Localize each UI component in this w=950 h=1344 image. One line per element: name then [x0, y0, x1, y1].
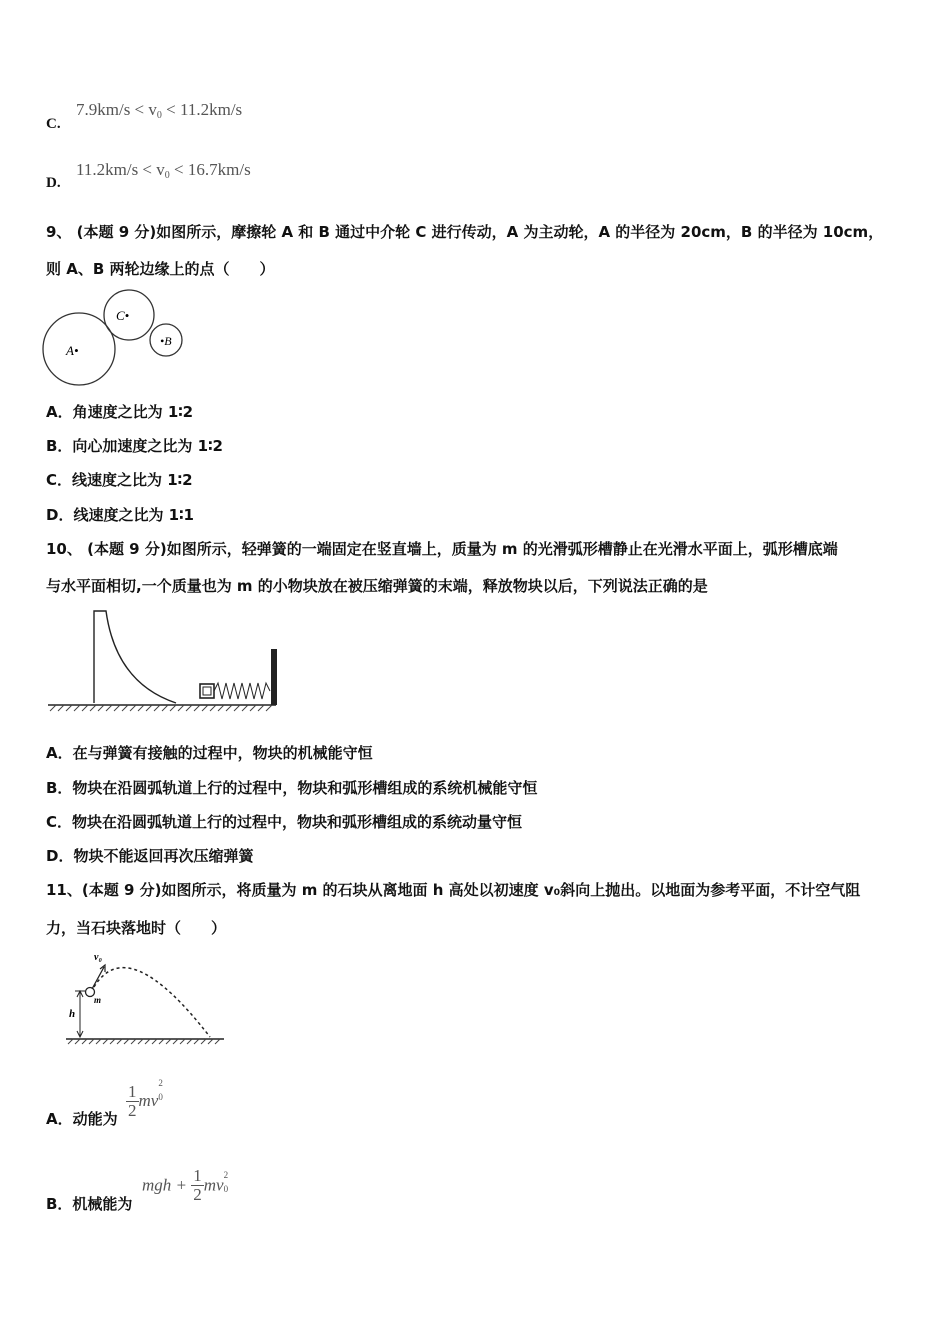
q9-friction-wheels-figure	[40, 285, 190, 390]
q11-option-b	[46, 1165, 306, 1215]
q11-option-a-formula	[126, 1078, 168, 1120]
q8-option-c	[46, 100, 346, 140]
ground-hatch	[50, 705, 272, 711]
q8-c-sub: 0	[156, 110, 162, 121]
q11-b-sub: 0	[223, 1183, 229, 1194]
q11-a-subsup	[158, 1078, 168, 1106]
q8-option-d-formula	[76, 160, 251, 181]
q11-b-head: mgh +	[142, 1175, 192, 1195]
q11-projectile-figure	[58, 945, 233, 1053]
q10-stem-line1: 10、 (本题 9 分)如图所示，轻弹簧的一端固定在竖直墙上，质量为 m 的光滑弧形槽静止在光滑水平面上，弧形槽底端	[46, 540, 838, 558]
wall	[271, 649, 277, 705]
height-label: h	[69, 1008, 76, 1020]
q11-b-num: 1	[193, 1166, 202, 1185]
q8-d-sub: 0	[164, 170, 170, 181]
q10-spring-groove-figure	[44, 605, 289, 720]
q11-option-b-formula	[142, 1167, 234, 1204]
wheel-a-circle	[43, 313, 115, 385]
q8-c-formula-end: < 11.2km/s	[161, 100, 243, 119]
q9-option-d: D．线速度之比为 1∶1	[46, 506, 194, 524]
q9-stem-line2: 则 A、B 两轮边缘上的点（ ）	[46, 260, 275, 278]
q11-option-a	[46, 1078, 246, 1133]
q11-a-sub: 0	[158, 1092, 163, 1102]
curved-groove	[94, 611, 176, 703]
q10-option-c: C．物块在沿圆弧轨道上行的过程中，物块和弧形槽组成的系统动量守恒	[46, 813, 523, 831]
q9-option-b: B．向心加速度之比为 1∶2	[46, 437, 223, 455]
q11-b-sup: 2	[223, 1169, 229, 1180]
q8-option-d-label: D.	[46, 175, 61, 191]
stone-mass-label: m	[94, 995, 102, 1005]
wheel-b-label: •B	[160, 334, 172, 348]
q11-a-num: 1	[128, 1082, 137, 1101]
q11-option-a-label: A．动能为	[46, 1110, 118, 1128]
wheel-c-label: C•	[116, 308, 130, 323]
q8-d-formula-main: 11.2km/s < v	[76, 160, 165, 179]
q8-option-c-formula	[76, 100, 242, 121]
small-block	[200, 684, 214, 698]
trajectory	[94, 968, 210, 1037]
q9-option-c: C．线速度之比为 1∶2	[46, 471, 193, 489]
q10-option-a: A．在与弹簧有接触的过程中，物块的机械能守恒	[46, 744, 373, 762]
q8-option-c-label: C.	[46, 116, 61, 132]
q11-stem-line1: 11、(本题 9 分)如图所示，将质量为 m 的石块从离地面 h 高处以初速度 v₀斜向上抛出。以地面为参考平面，不计空气阻	[46, 881, 861, 899]
q8-d-formula-end: < 16.7km/s	[169, 160, 251, 179]
q9-stem-line1: 9、 (本题 9 分)如图所示，摩擦轮 A 和 B 通过中介轮 C 进行传动，A 为主动轮，A 的半径为 20cm，B 的半径为 10cm，	[46, 223, 884, 241]
q11-a-den: 2	[128, 1101, 137, 1120]
velocity-label: v₀	[94, 952, 102, 963]
q11-b-fraction	[191, 1167, 204, 1204]
q11-b-den: 2	[193, 1185, 202, 1204]
q8-c-formula-main: 7.9km/s < v	[76, 100, 157, 119]
small-block-inner	[203, 687, 211, 695]
wheel-a-label: A•	[66, 343, 79, 358]
spring	[214, 683, 270, 699]
q10-option-d: D．物块不能返回再次压缩弹簧	[46, 847, 254, 865]
q11-a-tail: mv	[138, 1091, 159, 1110]
q11-a-fraction	[126, 1083, 139, 1120]
q10-stem-line2: 与水平面相切,一个质量也为 m 的小物块放在被压缩弹簧的末端，释放物块以后，下列说法正确的是	[46, 577, 708, 595]
velocity-arrow	[92, 967, 104, 989]
q8-option-d	[46, 160, 346, 200]
q11-option-b-label: B．机械能为	[46, 1195, 133, 1213]
q11-a-sup: 2	[158, 1078, 163, 1088]
q11-b-tail: mv	[203, 1175, 224, 1195]
q10-option-b: B．物块在沿圆弧轨道上行的过程中，物块和弧形槽组成的系统机械能守恒	[46, 779, 538, 797]
q11-stem-line2: 力，当石块落地时（ ）	[46, 919, 227, 937]
q11-b-subsup	[223, 1169, 234, 1196]
q9-option-a: A．角速度之比为 1∶2	[46, 403, 194, 421]
